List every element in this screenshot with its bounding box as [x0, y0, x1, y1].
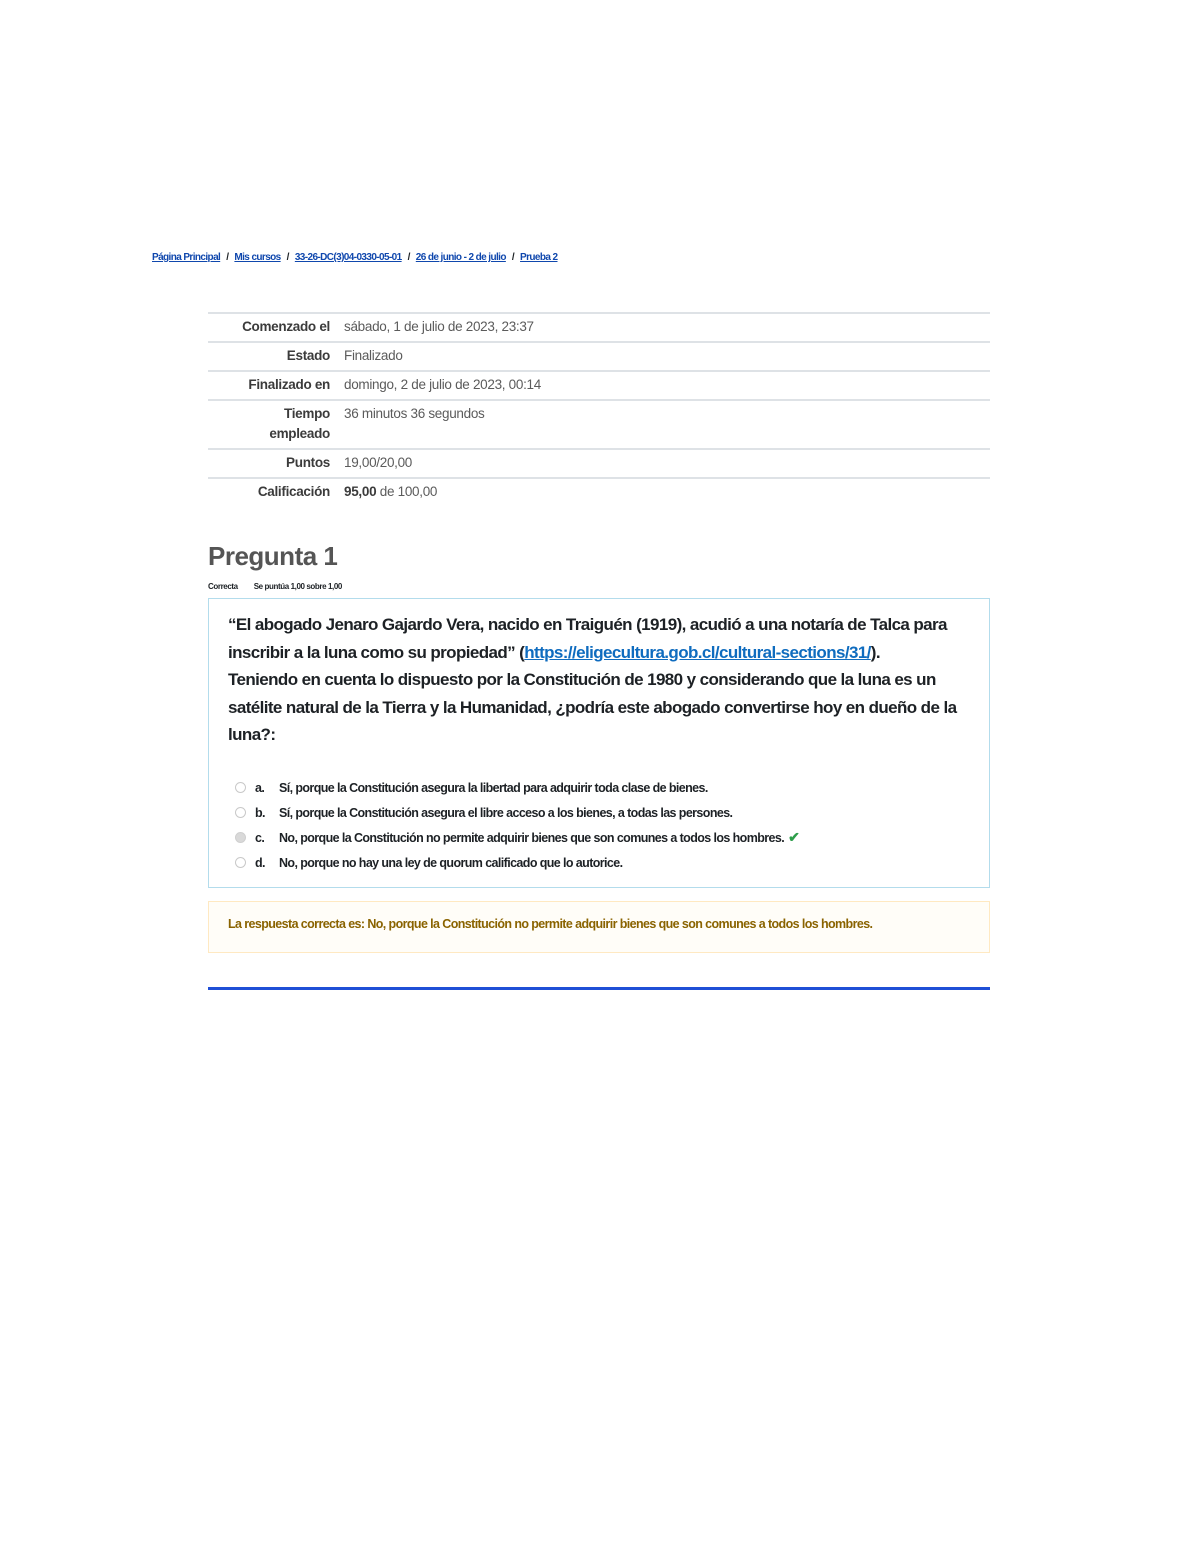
radio-button[interactable]	[235, 782, 246, 793]
question-text-part: ).	[870, 642, 880, 662]
question-text	[228, 611, 980, 749]
radio-button[interactable]	[235, 807, 246, 818]
summary-row-time	[208, 399, 990, 448]
summary-label-line: empleado	[269, 426, 330, 441]
summary-label	[208, 404, 344, 444]
summary-row-grade	[208, 477, 990, 506]
breadcrumb-separator: /	[226, 252, 229, 263]
summary-value: sábado, 1 de julio de 2023, 23:37	[344, 319, 534, 334]
summary-row-started	[208, 312, 990, 341]
breadcrumb-week-link[interactable]: 26 de junio - 2 de julio	[415, 252, 506, 263]
answer-text: No, porque la Constitución no permite adquirir bienes que son comunes a todos los hombres.	[279, 830, 785, 845]
summary-row-points	[208, 448, 990, 477]
question-text-part: “El abogado Jenaro Gajardo Vera, nacido en Traiguén (1919), acudió a una notaría de Talca para inscribir a la luna como su propiedad” (	[228, 615, 947, 662]
breadcrumb	[152, 252, 558, 263]
answer-option-d[interactable]	[235, 850, 799, 875]
radio-button[interactable]	[235, 857, 246, 868]
question-source-link[interactable]: https://eligecultura.gob.cl/cultural-sections/31/	[524, 642, 871, 662]
correct-answer-feedback: La respuesta correcta es: No, porque la Constitución no permite adquirir bienes que son comunes a todos los hombres.	[208, 901, 990, 953]
breadcrumb-separator: /	[511, 252, 515, 263]
question-info	[208, 582, 342, 591]
breadcrumb-my-courses-link[interactable]: Mis cursos	[234, 252, 281, 263]
section-divider	[208, 987, 990, 990]
grade-max: de 100,00	[376, 484, 438, 499]
question-box	[208, 598, 990, 888]
answer-letter: c.	[255, 830, 265, 845]
summary-label-line: Tiempo	[284, 406, 330, 421]
attempt-summary-table	[208, 312, 990, 506]
breadcrumb-course-link[interactable]: 33-26-DC(3)04-0330-05-01	[294, 252, 402, 263]
summary-label: Estado	[286, 348, 330, 363]
answer-letter: d.	[255, 855, 265, 870]
question-title: Pregunta 1	[208, 541, 338, 571]
radio-button-selected[interactable]	[235, 832, 246, 843]
question-status: Correcta	[208, 582, 238, 591]
breadcrumb-separator: /	[407, 252, 410, 263]
summary-label: Comenzado el	[242, 319, 330, 334]
answer-text: Sí, porque la Constitución asegura el libre acceso a los bienes, a todas las persones.	[279, 805, 733, 820]
summary-value: Finalizado	[344, 348, 403, 363]
summary-value: 36 minutos 36 segundos	[344, 406, 485, 421]
answer-text: No, porque no hay una ley de quorum calificado que lo autorice.	[279, 855, 623, 870]
summary-label: Puntos	[286, 455, 330, 470]
answer-option-a[interactable]	[235, 775, 799, 800]
summary-value	[344, 482, 990, 502]
answer-option-b[interactable]	[235, 800, 799, 825]
answer-option-c[interactable]	[235, 825, 799, 850]
breadcrumb-home-link[interactable]: Página Principal	[152, 252, 221, 263]
answer-letter: b.	[255, 805, 265, 820]
summary-value: 19,00/20,00	[344, 455, 413, 470]
breadcrumb-quiz-link[interactable]: Prueba 2	[520, 252, 558, 263]
grade-value: 95,00	[344, 484, 377, 499]
answer-text: Sí, porque la Constitución asegura la libertad para adquirir toda clase de bienes.	[279, 780, 708, 795]
question-score: Se puntúa 1,00 sobre 1,00	[253, 582, 342, 591]
answer-letter: a.	[255, 780, 265, 795]
summary-value: domingo, 2 de julio de 2023, 00:14	[344, 377, 541, 392]
summary-row-state	[208, 341, 990, 370]
summary-label: Calificación	[257, 484, 330, 499]
check-icon: ✔	[788, 829, 800, 845]
answer-list	[235, 775, 799, 875]
summary-label: Finalizado en	[248, 377, 330, 392]
question-prompt: Teniendo en cuenta lo dispuesto por la Constitución de 1980 y considerando que la luna es un satélite natural de la Tierra y la Humanidad, ¿podría este abogado convertirse hoy en dueño de la luna?:	[228, 670, 957, 744]
summary-row-finished	[208, 370, 990, 399]
breadcrumb-separator: /	[286, 252, 289, 263]
